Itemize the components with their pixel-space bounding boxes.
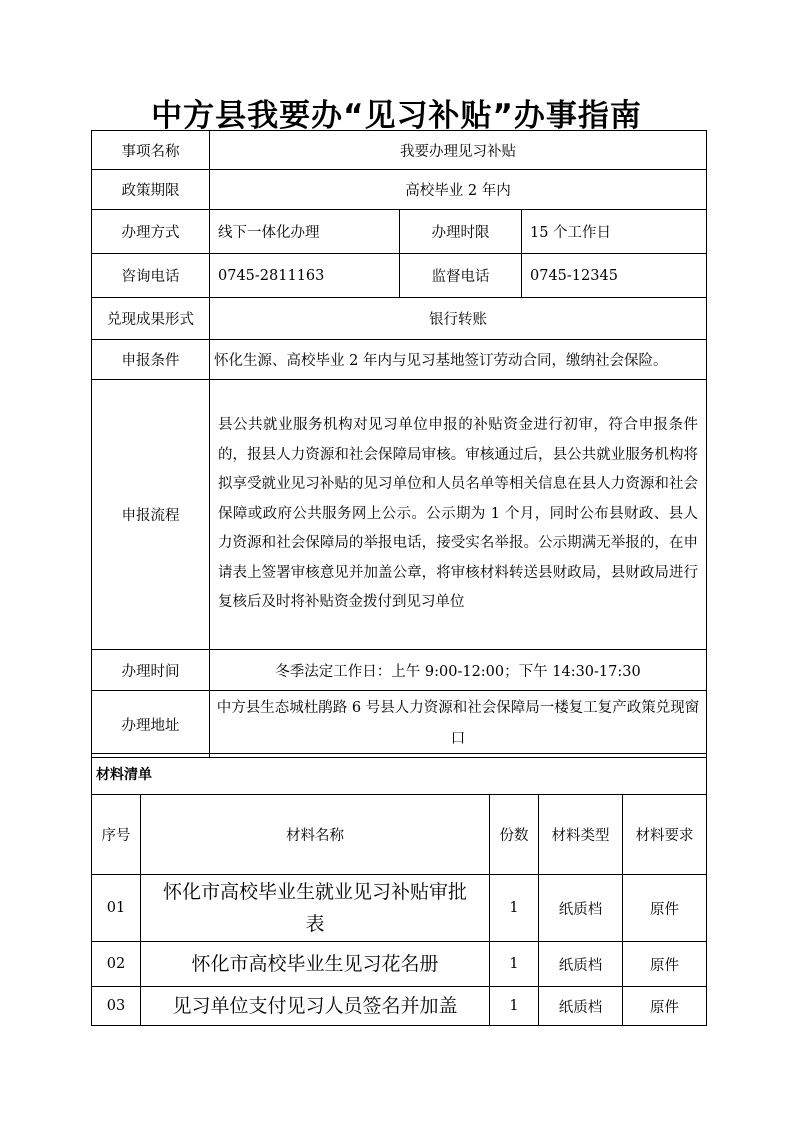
material-type: 纸质档 [539, 987, 623, 1026]
consult-phone-label: 咨询电话 [92, 254, 210, 298]
row-method [92, 210, 707, 254]
material-req: 原件 [623, 942, 707, 987]
row-policy-period [92, 170, 707, 210]
materials-table [91, 753, 707, 1026]
item-name-label: 事项名称 [92, 131, 210, 170]
material-count: 1 [490, 942, 539, 987]
address-label: 办理地址 [92, 691, 210, 758]
row-office-hours [92, 650, 707, 691]
header-count: 份数 [490, 795, 539, 875]
material-no: 01 [92, 875, 141, 942]
conditions-label: 申报条件 [92, 340, 210, 380]
row-conditions [92, 340, 707, 380]
time-limit-label: 办理时限 [400, 210, 522, 254]
material-no: 02 [92, 942, 141, 987]
row-result-form [92, 298, 707, 340]
header-name: 材料名称 [141, 795, 490, 875]
page-title: 中方县我要办“见习补贴”办事指南 [151, 98, 642, 134]
material-req: 原件 [623, 875, 707, 942]
conditions-value: 怀化生源、高校毕业 2 年内与见习基地签订劳动合同，缴纳社会保险。 [210, 340, 707, 380]
header-no: 序号 [92, 795, 141, 875]
materials-section-row [92, 754, 707, 795]
supervise-phone-value: 0745-12345 [522, 254, 707, 298]
consult-phone-value: 0745-2811163 [210, 254, 400, 298]
office-hours-label: 办理时间 [92, 650, 210, 691]
table-row [92, 875, 707, 942]
method-label: 办理方式 [92, 210, 210, 254]
address-value: 中方县生态城杜鹃路 6 号县人力资源和社会保障局一楼复工复产政策兑现窗口 [210, 691, 707, 758]
policy-period-value: 高校毕业 2 年内 [210, 170, 707, 210]
material-name: 怀化市高校毕业生见习花名册 [141, 942, 490, 987]
time-limit-value: 15 个工作日 [522, 210, 707, 254]
material-count: 1 [490, 987, 539, 1026]
material-type: 纸质档 [539, 875, 623, 942]
materials-header-row [92, 795, 707, 875]
result-form-value: 银行转账 [210, 298, 707, 340]
material-name: 怀化市高校毕业生就业见习补贴审批表 [141, 875, 490, 942]
row-phones [92, 254, 707, 298]
material-name: 见习单位支付见习人员签名并加盖 [141, 987, 490, 1026]
table-row [92, 942, 707, 987]
material-no: 03 [92, 987, 141, 1026]
row-address [92, 691, 707, 758]
row-item-name [92, 131, 707, 170]
guide-table [91, 130, 707, 758]
row-process [92, 380, 707, 650]
process-label: 申报流程 [92, 380, 210, 650]
header-req: 材料要求 [623, 795, 707, 875]
table-row [92, 987, 707, 1026]
header-type: 材料类型 [539, 795, 623, 875]
process-value: 县公共就业服务机构对见习单位申报的补贴资金进行初审，符合申报条件的，报县人力资源和社会保障局审核。审核通过后，县公共就业服务机构将拟享受就业见习补贴的见习单位和人员名单等相关信息在县人力资源和社会保障或政府公共服务网上公示。公示期为 1 个月，同时公布县财政、县人力资源和社会保障局的举报电话，接受实名举报。公示期满无举报的，在申请表上签署审核意见并加盖公章，将审核材料转送县财政局，县财政局进行复核后及时将补贴资金拨付到见习单位 [210, 380, 707, 650]
item-name-value: 我要办理见习补贴 [210, 131, 707, 170]
materials-section-title: 材料清单 [92, 754, 707, 795]
material-type: 纸质档 [539, 942, 623, 987]
policy-period-label: 政策期限 [92, 170, 210, 210]
result-form-label: 兑现成果形式 [92, 298, 210, 340]
material-req: 原件 [623, 987, 707, 1026]
supervise-phone-label: 监督电话 [400, 254, 522, 298]
method-value: 线下一体化办理 [210, 210, 400, 254]
material-count: 1 [490, 875, 539, 942]
office-hours-value: 冬季法定工作日：上午 9:00-12:00；下午 14:30-17:30 [210, 650, 707, 691]
